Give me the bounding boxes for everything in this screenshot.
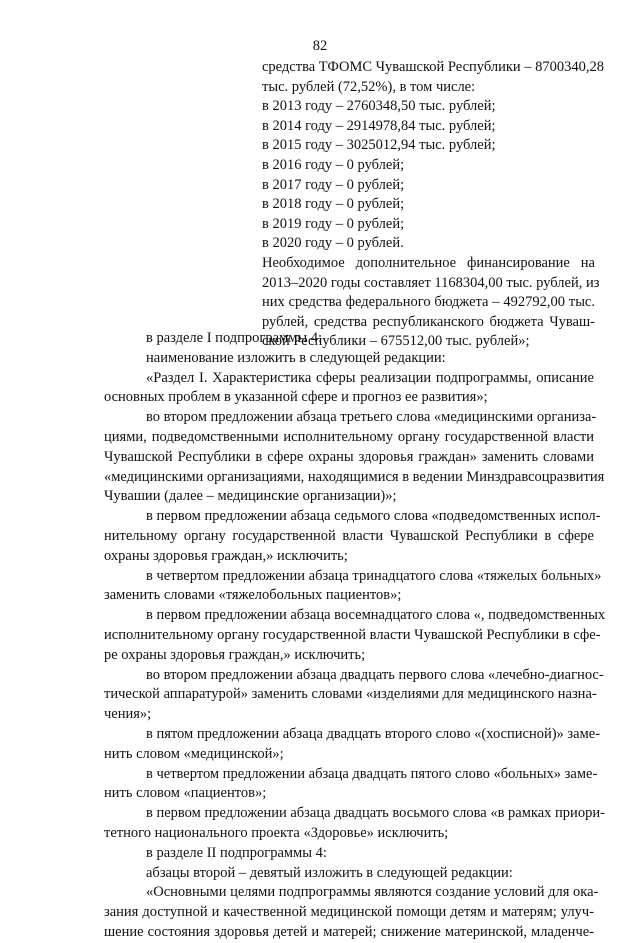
financing-line: в 2014 году – 2914978,84 тыс. рублей; (262, 117, 496, 134)
amendments-text (104, 329, 606, 943)
body-text-line: Чувашской Республики в сфере охраны здоровья граждан» заменить словами (104, 448, 594, 465)
financing-line: в 2015 году – 3025012,94 тыс. рублей; (262, 137, 496, 154)
financing-line: в 2020 году – 0 рублей. (262, 235, 404, 252)
financing-line: в 2016 году – 0 рублей; (262, 156, 405, 173)
body-text-line: Чувашии (далее – медицинские организации)»; (104, 488, 397, 505)
body-text-line: «Раздел I. Характеристика сферы реализации подпрограммы, описание (146, 369, 594, 386)
financing-line: ской Республики – 675512,00 тыс. рублей»; (262, 333, 530, 350)
body-text-line: в пятом предложении абзаца двадцать второго слово «(хосписной)» заме- (146, 725, 601, 742)
body-text-line: охраны здоровья граждан,» исключить; (104, 547, 348, 564)
financing-line: 2013–2020 годы составляет 1168304,00 тыс. рублей, из (262, 274, 600, 291)
body-text-line: тетного национального проекта «Здоровье» исключить; (104, 824, 449, 841)
body-text-line: нительному органу государственной власти Чувашской Республики в сфере (104, 527, 594, 544)
financing-line: в 2017 году – 0 рублей; (262, 176, 405, 193)
body-text-line: наименование изложить в следующей редакции: (146, 349, 446, 366)
financing-line: тыс. рублей (72,52%), в том числе: (262, 78, 476, 95)
financing-block (262, 58, 605, 352)
financing-line: рублей, средства республиканского бюджета Чуваш- (262, 313, 595, 330)
body-text-line: исполнительному органу государственной власти Чувашской Республики в сфе- (104, 626, 601, 643)
body-text-line: нить словом «пациентов»; (104, 785, 267, 802)
body-text-line: тической аппаратурой» заменить словами «изделиями для медицинского назна- (104, 686, 597, 703)
page-number: 82 (312, 38, 328, 54)
body-text-line: в четвертом предложении абзаца двадцать пятого слово «больных» заме- (146, 765, 598, 782)
body-text-line: абзацы второй – девятый изложить в следующей редакции: (146, 864, 513, 881)
financing-line: в 2013 году – 2760348,50 тыс. рублей; (262, 98, 496, 115)
body-text-line: в первом предложении абзаца двадцать восьмого слова «в рамках приори- (146, 805, 605, 822)
financing-line: средства ТФОМС Чувашской Республики – 8700340,28 (262, 59, 605, 75)
body-text-line: ре охраны здоровья граждан,» исключить; (104, 646, 366, 663)
body-text-line: в четвертом предложении абзаца тринадцатого слова «тяжелых больных» (146, 567, 602, 584)
body-text-line: циями, подведомственными исполнительному органу государственной власти (104, 428, 594, 445)
body-text-line: «медицинскими организациями, находящимися в ведении Минздравсоцразвития (104, 468, 605, 485)
financing-line: в 2019 году – 0 рублей; (262, 215, 405, 232)
body-text-line: зания доступной и качественной медицинской помощи детям и матерям; улуч- (104, 904, 594, 921)
body-text-line: в разделе I подпрограммы 4: (146, 330, 323, 346)
body-text-line: чения»; (104, 706, 152, 723)
body-text-line: во втором предложении абзаца двадцать первого слова «лечебно-диагнос- (146, 666, 604, 683)
body-text-line: во втором предложении абзаца третьего слова «медицинскими организа- (146, 409, 597, 426)
financing-line: Необходимое дополнительное финансирование на (262, 254, 595, 271)
financing-line: них средства федерального бюджета – 492792,00 тыс. (262, 294, 595, 311)
body-text-line: шение состояния здоровья детей и матерей; снижение материнской, младенче- (104, 923, 594, 940)
body-text-line: нить словом «медицинской»; (104, 745, 284, 762)
body-text-line: в первом предложении абзаца седьмого слова «подведомственных испол- (146, 508, 601, 525)
financing-line: в 2018 году – 0 рублей; (262, 196, 405, 213)
body-text-line: в первом предложении абзаца восемнадцатого слова «, подведомственных (146, 607, 606, 624)
body-text-line: основных проблем в указанной сфере и прогноз ее развития»; (104, 389, 488, 406)
body-text-line: заменить словами «тяжелобольных пациентов»; (104, 587, 402, 604)
body-text-line: «Основными целями подпрограммы являются создание условий для ока- (146, 884, 599, 901)
body-text-line: в разделе II подпрограммы 4: (146, 844, 327, 861)
